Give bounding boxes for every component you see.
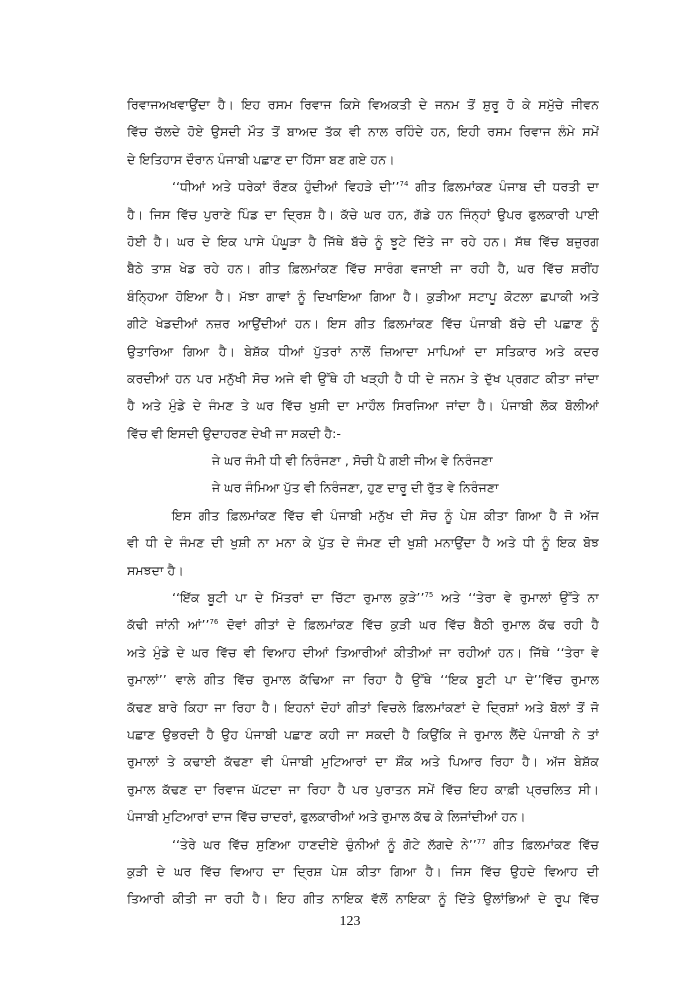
footnote-ref: 76 [209,618,219,627]
text-line: ਵਿੱਚ ਚੱਲਦੇ ਹੋਏ ਉਸਦੀ ਮੌਤ ਤੋਂ ਬਾਅਦ ਤੱਕ ਵੀ ਨਾਲ ਰਹਿੰਦੇ ਹਨ, ਇਹੀ ਰਸਮ ਰਿਵਾਜ ਲੰਮੇ ਸਮੇਂ [127,124,599,140]
text-line: ਪੰਜਾਬੀ ਮੁਟਿਆਰਾਂ ਦਾਜ ਵਿੱਚ ਚਾਦਰਾਂ, ਫੁਲਕਾਰੀਆਂ ਅਤੇ ਰੁਮਾਲ ਕੱਢ ਕੇ ਲਿਜਾਂਦੀਆਂ ਹਨ। [127,809,526,825]
verse-line: ਜੇ ਘਰ ਜੰਮੀ ਧੀ ਵੀ ਨਿਰੰਜਣਾ , ਸੋਚੀ ਪੈ ਗਈ ਜੀਅ ਵੇ ਨਿਰੰਜਣਾ [212,453,493,469]
text-line: ਰੁਮਾਲਾਂ ਤੇ ਕਢਾਈ ਕੱਢਣਾ ਵੀ ਪੰਜਾਬੀ ਮੁਟਿਆਰਾਂ ਦਾ ਸ਼ੌਂਕ ਅਤੇ ਪਿਆਰ ਰਿਹਾ ਹੈ। ਅੱਜ ਬੇਸ਼ੱਕ [127,754,599,770]
text-line: ਵੀ ਧੀ ਦੇ ਜੰਮਣ ਦੀ ਖੁਸ਼ੀ ਨਾ ਮਨਾ ਕੇ ਪੁੱਤ ਦੇ ਜੰਮਣ ਦੀ ਖੁਸ਼ੀ ਮਨਾਉਂਦਾ ਹੈ ਅਤੇ ਧੀ ਨੂੰ ਇਕ ਬੋਝ [127,535,599,551]
paragraph-start-line [127,584,599,611]
text-line: ਬੰਨ੍ਹਿਆ ਹੋਇਆ ਹੈ। ਮੱਝਾ ਗਾਵਾਂ ਨੂੰ ਦਿਖਾਇਆ ਗਿਆ ਹੈ। ਕੁੜੀਆ ਸਟਾਪੂ ਕੋਟਲਾ ਛਪਾਕੀ ਅਤੇ [127,288,599,304]
quoted-song-title: ਕੱਢੀ ਜਾਂਨੀ ਆਂ’’ [127,617,210,633]
text-line: ਅਤੇ ਮੁੰਡੇ ਦੇ ਘਰ ਵਿੱਚ ਵੀ ਵਿਆਹ ਦੀਆਂ ਤਿਆਰੀਆਂ ਕੀਤੀਆਂ ਜਾ ਰਹੀਆਂ ਹਨ। ਜਿੱਥੇ ‘‘ਤੇਰਾ ਵੇ [127,644,599,660]
paragraph-start-line: ਇਸ ਗੀਤ ਫ਼ਿਲਮਾਂਕਣ ਵਿੱਚ ਵੀ ਪੰਜਾਬੀ ਮਨੁੱਖ ਦੀ ਸੋਚ ਨੂੰ ਪੇਸ਼ ਕੀਤਾ ਗਿਆ ਹੈ ਜੋ ਅੱਜ [172,507,599,523]
quoted-song-title: ‘‘ਇੱਕ ਬੂਟੀ ਪਾ ਦੇ ਮਿੱਤਰਾਂ ਦਾ ਚਿੱਟਾ ਰੁਮਾਲ ਕੁੜੇ’’ [172,590,425,606]
text-line: ਬੈਠੇ ਤਾਸ਼ ਖੇਡ ਰਹੇ ਹਨ। ਗੀਤ ਫ਼ਿਲਮਾਂਕਣ ਵਿੱਚ ਸਾਰੰਗ ਵਜਾਈ ਜਾ ਰਹੀ ਹੈ, ਘਰ ਵਿੱਚ ਸ਼ਰੀਂਹ [127,261,599,277]
text-line [127,611,599,638]
text-segment: ਦੋਵਾਂ ਗੀਤਾਂ ਦੇ ਫ਼ਿਲਮਾਂਕਣ ਵਿੱਚ ਕੁੜੀ ਘਰ ਵਿੱਚ ਬੈਠੀ ਰੁਮਾਲ ਕੱਢ ਰਹੀ ਹੈ [218,617,599,633]
text-line: ਕੁੜੀ ਦੇ ਘਰ ਵਿੱਚ ਵਿਆਹ ਦਾ ਦ੍ਰਿਸ਼ ਪੇਸ਼ ਕੀਤਾ ਗਿਆ ਹੈ। ਜਿਸ ਵਿੱਚ ਉਹਦੇ ਵਿਆਹ ਦੀ [127,863,599,879]
quoted-song-title: ‘‘ਧੀਆਂ ਅਤੇ ਧਰੇਕਾਂ ਰੌਣਕ ਹੁੰਦੀਆਂ ਵਿਹੜੇ ਦੀ’’ [172,179,400,195]
text-line: ਸਮਝਦਾ ਹੈ। [127,562,184,578]
quoted-song-title: ‘‘ਤੇਰੇ ਘਰ ਵਿੱਚ ਸੁਣਿਆ ਹਾਣਦੀਏ ਚੁੰਨੀਆਂ ਨੂੰ ਗੋਟੇ ਲੱਗਦੇ ਨੇ’’ [172,836,477,852]
text-line: ਪਛਾਣ ਉਭਰਦੀ ਹੈ ਉਹ ਪੰਜਾਬੀ ਪਛਾਣ ਕਹੀ ਜਾ ਸਕਦੀ ਹੈ ਕਿਉਂਕਿ ਜੇ ਰੁਮਾਲ ਲੈਂਦੇ ਪੰਜਾਬੀ ਨੇ ਤਾਂ [127,726,599,742]
text-line: ਵਿੱਚ ਵੀ ਇਸਦੀ ਉਦਾਹਰਣ ਦੇਖੀ ਜਾ ਸਕਦੀ ਹੈ:- [127,425,341,441]
text-line: ਦੇ ਇਤਿਹਾਸ ਦੌਰਾਨ ਪੰਜਾਬੀ ਪਛਾਣ ਦਾ ਹਿੱਸਾ ਬਣ ਗਏ ਹਨ। [127,151,395,167]
text-segment: ਅਤੇ ‘‘ਤੇਰਾ ਵੇ ਰੁਮਾਲਾਂ ਉੱਤੇ ਨਾ [433,590,599,606]
footnote-ref: 74 [399,180,409,189]
text-line: ਰੁਮਾਲ ਕੱਢਣ ਦਾ ਰਿਵਾਜ ਘੱਟਦਾ ਜਾ ਰਿਹਾ ਹੈ ਪਰ ਪੁਰਾਤਨ ਸਮੇਂ ਵਿੱਚ ਇਹ ਕਾਫ਼ੀ ਪ੍ਰਚਲਿਤ ਸੀ। [127,781,599,797]
text-line: ਕੱਢਣ ਬਾਰੇ ਕਿਹਾ ਜਾ ਰਿਹਾ ਹੈ। ਇਹਨਾਂ ਦੋਹਾਂ ਗੀਤਾਂ ਵਿਚਲੇ ਫ਼ਿਲਮਾਂਕਣਾਂ ਦੇ ਦ੍ਰਿਸ਼ਾਂ ਅਤੇ ਬੋਲਾਂ ਤੋਂ ਜੋ [127,699,599,715]
text-segment: ਗੀਤ ਫ਼ਿਲਮਾਂਕਣ ਪੰਜਾਬ ਦੀ ਧਰਤੀ ਦਾ [408,179,599,195]
paragraph-start-line [127,173,599,200]
text-segment: ਗੀਤ ਫ਼ਿਲਮਾਂਕਣ ਵਿੱਚ [485,836,599,852]
text-line: ਰਿਵਾਜਅਖਵਾਉਂਦਾ ਹੈ। ਇਹ ਰਸਮ ਰਿਵਾਜ ਕਿਸੇ ਵਿਅਕਤੀ ਦੇ ਜਨਮ ਤੋਂ ਸ਼ੁਰੂ ਹੋ ਕੇ ਸਮੁੱਚੇ ਜੀਵਨ [127,97,599,112]
text-line: ਉਤਾਰਿਆ ਗਿਆ ਹੈ। ਬੇਸ਼ੱਕ ਧੀਆਂ ਪੁੱਤਰਾਂ ਨਾਲੋਂ ਜ਼ਿਆਦਾ ਮਾਪਿਆਂ ਦਾ ਸਤਿਕਾਰ ਅਤੇ ਕਦਰ [127,343,599,359]
text-line: ਕਰਦੀਆਂ ਹਨ ਪਰ ਮਨੁੱਖੀ ਸੋਚ ਅਜੇ ਵੀ ਉੱਥੇ ਹੀ ਖੜ੍ਹੀ ਹੈ ਧੀ ਦੇ ਜਨਮ ਤੇ ਦੁੱਖ ਪ੍ਰਗਟ ਕੀਤਾ ਜਾਂਦਾ [127,370,599,386]
text-line: ਹੈ। ਜਿਸ ਵਿੱਚ ਪੁਰਾਣੇ ਪਿੰਡ ਦਾ ਦ੍ਰਿਸ਼ ਹੈ। ਕੱਚੇ ਘਰ ਹਨ, ਗੱਡੇ ਹਨ ਜਿੰਨ੍ਹਾਂ ਉਪਰ ਫੁਲਕਾਰੀ ਪਾਈ [127,206,599,222]
verse-line: ਜੇ ਘਰ ਜੰਮਿਆ ਪੁੱਤ ਵੀ ਨਿਰੰਜਣਾ, ਹੁਣ ਦਾਰੂ ਦੀ ਰੁੱਤ ਵੇ ਨਿਰੰਜਣਾ [212,480,499,496]
paragraph-start-line [127,831,599,858]
footnote-ref: 77 [476,837,486,846]
text-line: ਹੈ ਅਤੇ ਮੁੰਡੇ ਦੇ ਜੰਮਣ ਤੇ ਘਰ ਵਿੱਚ ਖੁਸ਼ੀ ਦਾ ਮਾਹੌਲ ਸਿਰਜਿਆ ਜਾਂਦਾ ਹੈ। ਪੰਜਾਬੀ ਲੋਕ ਬੋਲੀਆਂ [127,398,599,414]
body-text [127,91,599,913]
text-line: ਰੁਮਾਲਾਂ’’ ਵਾਲੇ ਗੀਤ ਵਿੱਚ ਰੁਮਾਲ ਕੱਢਿਆ ਜਾ ਰਿਹਾ ਹੈ ਉੱਥੇ ‘‘ਇਕ ਬੂਟੀ ਪਾ ਦੇ’’ਵਿੱਚ ਰੁਮਾਲ [127,672,599,688]
footnote-ref: 75 [424,591,434,600]
text-line: ਹੋਈ ਹੈ। ਘਰ ਦੇ ਇਕ ਪਾਸੇ ਪੰਘੂੜਾ ਹੈ ਜਿੱਥੇ ਬੱਚੇ ਨੂੰ ਝੂਟੇ ਦਿੱਤੇ ਜਾ ਰਹੇ ਹਨ। ਸੱਥ ਵਿੱਚ ਬਜ਼ੁਰਗ [127,233,599,249]
page-number: 123 [339,914,361,929]
text-line: ਗੀਟੇ ਖੇਡਦੀਆਂ ਨਜ਼ਰ ਆਉਂਦੀਆਂ ਹਨ। ਇਸ ਗੀਤ ਫ਼ਿਲਮਾਂਕਣ ਵਿੱਚ ਪੰਜਾਬੀ ਬੱਚੇ ਦੀ ਪਛਾਣ ਨੂੰ [127,316,599,332]
text-line: ਤਿਆਰੀ ਕੀਤੀ ਜਾ ਰਹੀ ਹੈ। ਇਹ ਗੀਤ ਨਾਇਕ ਵੱਲੋਂ ਨਾਇਕਾ ਨੂੰ ਦਿੱਤੇ ਉਲਾਂਭਿਆਂ ਦੇ ਰੂਪ ਵਿੱਚ [127,891,599,907]
